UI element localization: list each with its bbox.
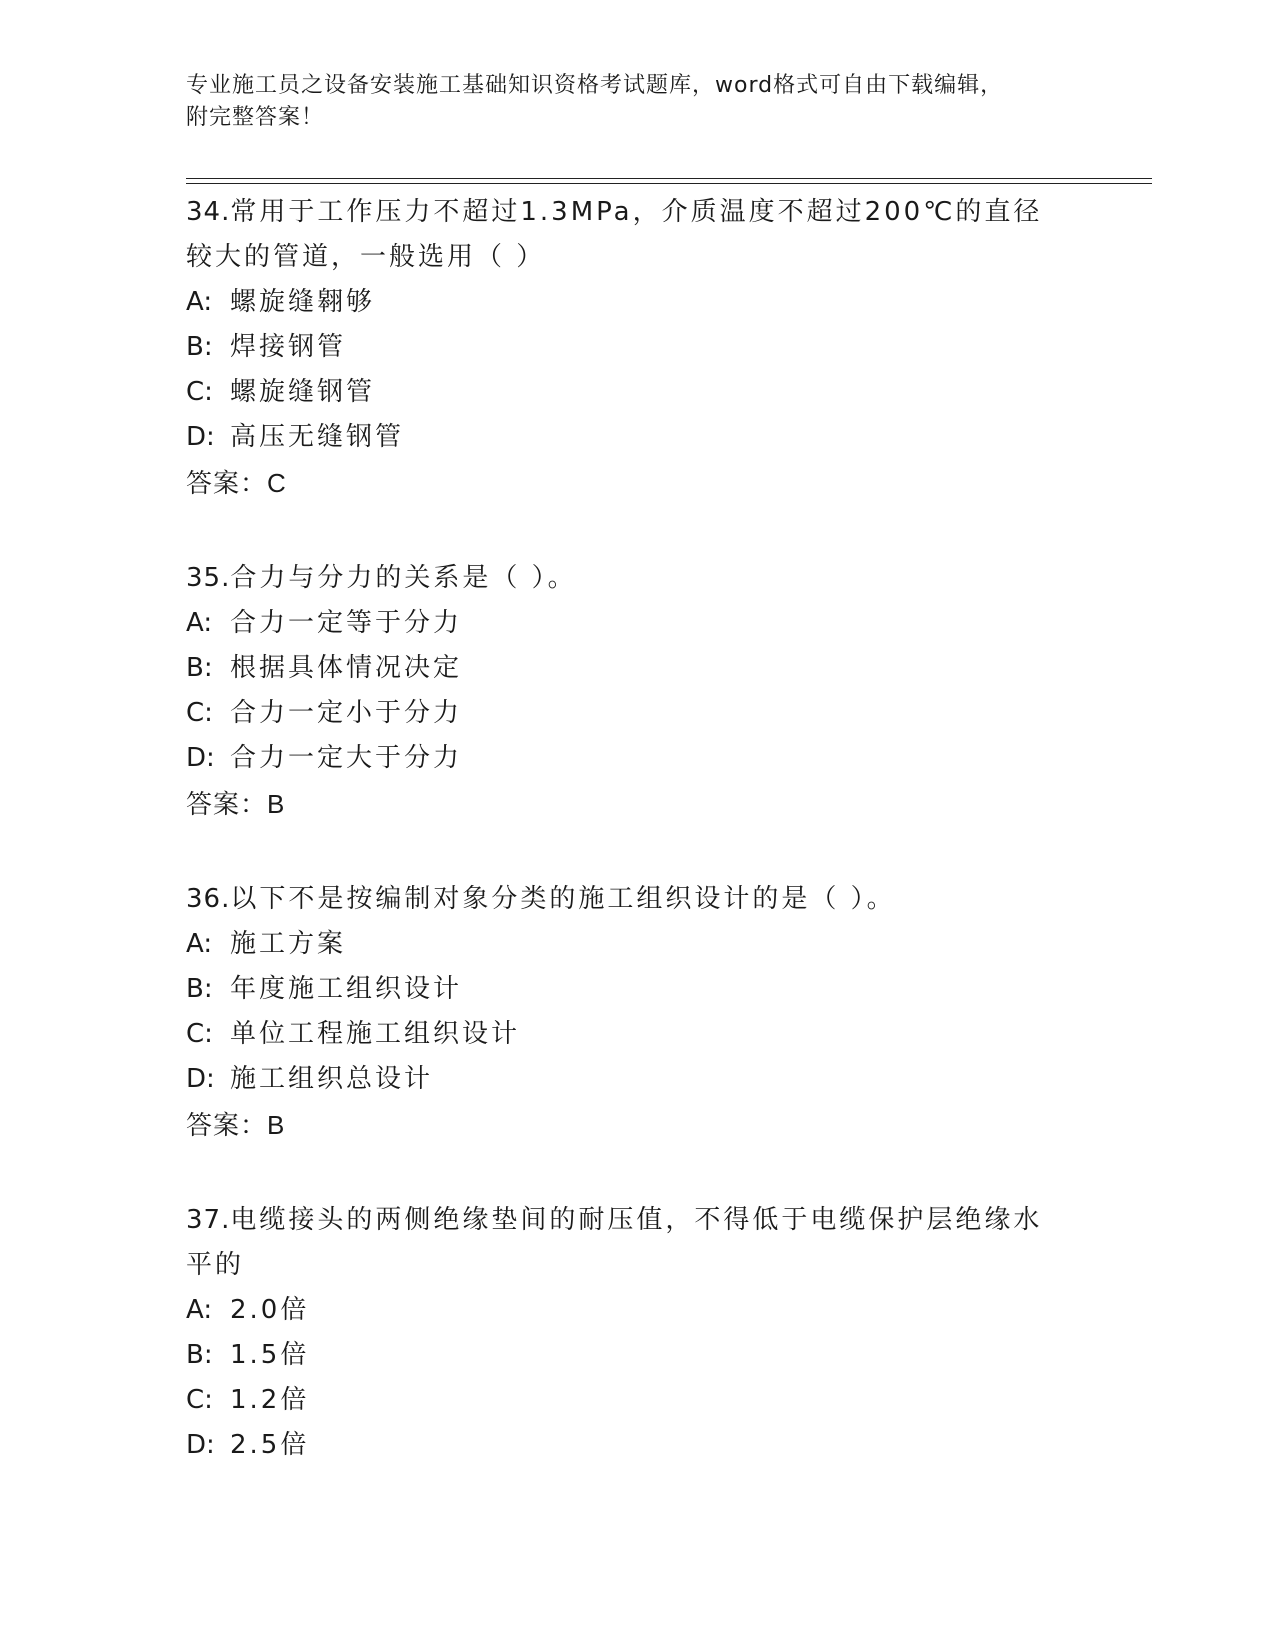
option-key: C: [186,698,213,728]
option-d [186,415,1086,460]
option-c [186,1012,1086,1057]
option-b [186,1333,1086,1378]
document-header [186,70,1066,134]
option-key: A: [186,287,213,317]
question-list [186,190,1086,1518]
option-text: 单位工程施工组织设计 [230,1019,521,1049]
option-key: B: [186,974,213,1004]
option-b [186,325,1086,370]
option-key: C: [186,1019,213,1049]
option-d [186,1423,1086,1468]
answer-line: 答案：B [186,789,286,819]
option-key: D: [186,743,215,773]
question-stem [186,1198,1066,1288]
option-c [186,370,1086,415]
option-key: C: [186,377,213,407]
option-text: 合力一定小于分力 [230,698,463,728]
option-key: D: [186,1430,215,1460]
option-b [186,967,1086,1012]
option-text: 合力一定大于分力 [230,743,463,773]
option-text: 施工方案 [230,929,347,959]
question-text: 常用于工作压力不超过1.3MPa，介质温度不超过200℃的直径较大的管道，一般选用（ ） [186,197,1043,272]
option-key: C: [186,1385,213,1415]
option-c [186,691,1086,736]
option-text: 施工组织总设计 [230,1064,434,1094]
option-key: A: [186,929,213,959]
question-text: 电缆接头的两侧绝缘垫间的耐压值，不得低于电缆保护层绝缘水平的 [186,1205,1043,1280]
option-b [186,646,1086,691]
option-key: D: [186,422,215,452]
question-stem [186,556,1066,601]
header-line-1: 专业施工员之设备安装施工基础知识资格考试题库，word格式可自由下载编辑， [186,73,1004,98]
question-stem [186,877,1066,922]
option-text: 螺旋缝翱够 [230,287,376,317]
option-text: 2.5倍 [230,1430,310,1460]
question-text: 以下不是按编制对象分类的施工组织设计的是（ ）。 [230,884,896,914]
option-a [186,922,1086,967]
question-37 [186,1198,1086,1468]
option-text: 螺旋缝钢管 [230,377,376,407]
option-text: 高压无缝钢管 [230,422,405,452]
question-number: 34. [186,197,231,227]
header-divider-bottom [186,183,1152,184]
question-number: 37. [186,1205,231,1235]
option-key: B: [186,332,213,362]
option-text: 1.2倍 [230,1385,310,1415]
option-text: 1.5倍 [230,1340,310,1370]
question-number: 36. [186,884,231,914]
question-34 [186,190,1086,506]
question-35 [186,556,1086,827]
option-key: D: [186,1064,215,1094]
option-text: 2.0倍 [230,1295,310,1325]
option-text: 根据具体情况决定 [230,653,463,683]
option-d [186,736,1086,781]
option-a [186,601,1086,646]
header-divider-top [186,178,1152,179]
option-key: A: [186,608,213,638]
option-text: 焊接钢管 [230,332,347,362]
option-a [186,1288,1086,1333]
option-d [186,1057,1086,1102]
option-text: 合力一定等于分力 [230,608,463,638]
header-line-2: 附完整答案！ [186,105,325,130]
option-key: A: [186,1295,213,1325]
question-stem [186,190,1066,280]
option-text: 年度施工组织设计 [230,974,463,1004]
answer-line: 答案：C [186,468,287,498]
option-c [186,1378,1086,1423]
answer-line: 答案：B [186,1110,286,1140]
question-number: 35. [186,563,231,593]
option-a [186,280,1086,325]
question-36 [186,877,1086,1148]
option-key: B: [186,1340,213,1370]
option-key: B: [186,653,213,683]
question-text: 合力与分力的关系是（ ）。 [230,563,577,593]
